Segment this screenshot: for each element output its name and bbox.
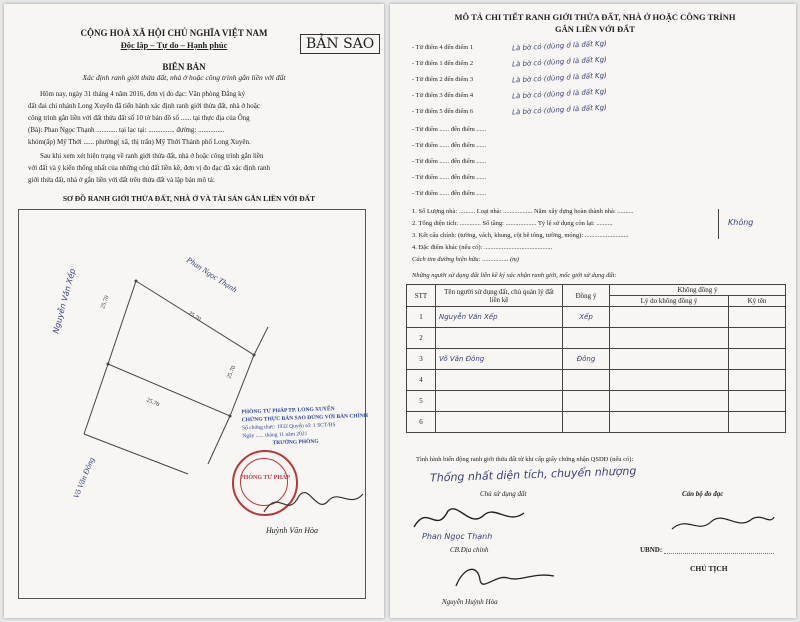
signer-name: Huỳnh Văn Hòa: [266, 526, 318, 535]
boundary-row-value: Là bờ cỏ (dùng ở là đất Kg): [511, 71, 608, 85]
house-line-1: 1. Số Lượng nhà: .......... Loại nhà: .................. Năm xây dựng hoàn thành nhà: ..........: [412, 208, 634, 215]
boundary-row-label: - Từ điểm 3 đến điểm 4: [412, 92, 474, 99]
house-line-3: 3. Kết cấu chính: (tường, vách, khung, cột bê tông, tường, móng): ...........................: [412, 232, 629, 239]
para1-line4: (Bà): Phan Ngọc Thạnh ............ tại lạc tại: ............... đường: ...............: [28, 126, 225, 134]
row-name: [436, 370, 563, 391]
agree-heading: Những người sử dụng đất liền kề ký xác nhận ranh giới, mốc giới sử dụng đất:: [412, 272, 617, 279]
chairman-label: CHỦ TỊCH: [690, 564, 728, 573]
table-row: [407, 328, 786, 349]
house-line-2: 2. Tổng diện tích: ............. Số tầng: ................... Tỷ lệ sử dụng còn lại: ..........: [412, 220, 613, 227]
row-name: [436, 412, 563, 433]
col-stt: STT: [407, 285, 436, 307]
right-page: [390, 4, 796, 618]
row-agree-signature: [563, 370, 610, 391]
table-row: [407, 412, 786, 433]
row-name: Nguyễn Văn Xếp: [436, 307, 563, 328]
house-bracket: [718, 209, 727, 239]
boundary-row-label: - Từ điểm ...... đến điểm ......: [412, 174, 487, 181]
motto: Độc lập – Tự do – Hạnh phúc: [120, 40, 228, 50]
boundary-row-label: - Từ điểm ...... đến điểm ......: [412, 126, 487, 133]
doc-title: BIÊN BẢN: [162, 62, 206, 72]
boundary-row-label: - Từ điểm 4 đến điểm 1: [412, 44, 474, 51]
detail-title-line2: GẮN LIỀN VỚI ĐẤT: [555, 24, 635, 34]
boundary-row-value: Là bờ cỏ (dùng ở là đất Kg): [511, 87, 608, 101]
boundary-row-label: - Từ điểm ...... đến điểm ......: [412, 142, 487, 149]
stamp-line-1: PHÒNG TƯ PHÁP TP. LONG XUYÊN: [241, 406, 335, 416]
sketch-dim-2: 25.70: [186, 310, 202, 323]
neighbor-name-dong: Võ Văn Đông: [71, 455, 97, 500]
para2-line3: giới thửa đất, nhà ở gắn liền với đất trên thửa đất và lập bản mô tả:: [28, 176, 215, 184]
col-sign: Ký tên: [729, 296, 786, 307]
sketch-dim-3: 25.70: [145, 397, 160, 409]
row-agree-signature: Đông: [563, 349, 610, 370]
owner-label: Chủ sử dụng đất: [480, 490, 527, 498]
boundary-row-label: - Từ điểm 2 đến điểm 3: [412, 76, 474, 83]
surveyor-signature: [668, 509, 778, 539]
house-line-4: 4. Đặc điểm khác (nếu có): ..........................................: [412, 244, 553, 251]
row-name: Võ Văn Đông: [436, 349, 563, 370]
stamp-line-5: TRƯỞNG PHÒNG: [272, 438, 319, 447]
owner-sign-name: Phan Ngọc Thạnh: [422, 532, 493, 541]
certification-stamp: [241, 404, 377, 449]
seal-text: PHÒNG TƯ PHÁP: [240, 475, 290, 481]
republic-header: CỘNG HOÀ XÃ HỘI CHỦ NGHĨA VIỆT NAM: [80, 28, 268, 38]
boundary-row-value: Là bờ cỏ (dùng ở là đất Kg): [511, 39, 608, 53]
row-agree-signature: Xếp: [563, 307, 610, 328]
row-agree-signature: [563, 412, 610, 433]
doc-subtitle: Xác định ranh giới thửa đất, nhà ở hoặc công trình gắn liền với đất: [82, 73, 286, 82]
table-row: [407, 370, 786, 391]
row-stt: 4: [407, 370, 436, 391]
para1-line2: đất đai chi nhánh Long Xuyên đã tiến hành xác định ranh giới thửa đất, nhà ở hoặc: [28, 102, 261, 110]
col-agree: Đồng ý: [563, 285, 610, 307]
cadastral-signature: [450, 556, 560, 596]
boundary-row-value: Là bờ cỏ (dùng ở là đất Kg): [511, 103, 608, 117]
para2-line1: Sau khi xem xét hiện trạng về ranh giới thửa đất, nhà ở hoặc công trình gắn liền: [40, 152, 264, 160]
bottom-sign-name: Nguyễn Huỳnh Hòa: [442, 598, 498, 606]
boundary-row-label: - Từ điểm 1 đến điểm 2: [412, 60, 474, 67]
sketch-title: SƠ ĐỒ RANH GIỚI THỬA ĐẤT, NHÀ Ở VÀ TÀI SẢN GẮN LIỀN VỚI ĐẤT: [62, 194, 316, 203]
para1-line1: Hôm nay, ngày 31 tháng 4 năm 2016, đơn vị đo đạc: Văn phòng Đăng ký: [40, 90, 246, 98]
parcel-outline: [108, 281, 254, 416]
neighbor-name-xep: Nguyễn Văn Xếp: [51, 267, 78, 335]
sketch-dim-4: 25.70: [226, 365, 238, 380]
surveyor-label: Cán bộ đo đạc: [682, 490, 724, 498]
table-header-row: [407, 285, 786, 296]
col-reason: Lý do không đồng ý: [610, 296, 729, 307]
row-stt: 6: [407, 412, 436, 433]
para1-line3: công trình gắn liền với đất thửa đất số 10 tờ bản đồ số ...... tại thực địa của Ông: [28, 114, 250, 122]
row-agree-signature: [563, 391, 610, 412]
stamp-line-2: CHỨNG THỰC BẢN SAO ĐÚNG VỚI BẢN CHÍNH: [241, 412, 369, 424]
row-name: [436, 391, 563, 412]
cadastral-label: CB.Địa chính: [450, 546, 489, 554]
owner-name-thanh: Phan Ngọc Thạnh: [184, 255, 239, 295]
signature-director: [259, 482, 369, 522]
boundary-row-value: Là bờ cỏ (dùng ở là đất Kg): [511, 55, 608, 69]
row-stt: 1: [407, 307, 436, 328]
para2-line2: với đất và ý kiến thống nhất của những chủ đất liền kề, đơn vị đo đạc đã xác định ranh: [28, 164, 270, 172]
neighbor-table: [406, 284, 786, 433]
detail-title-line1: MÔ TẢ CHI TIẾT RANH GIỚI THỬA ĐẤT, NHÀ Ở HOẶC CÔNG TRÌNH: [454, 12, 736, 22]
row-stt: 5: [407, 391, 436, 412]
col-name: Tên người sử dụng đất, chủ quản lý đất liền kề: [436, 285, 563, 307]
row-agree-signature: [563, 328, 610, 349]
house-line-5: Cách tim đường hiện hữu: ................ (m): [412, 256, 519, 263]
house-handwriting: Không: [728, 218, 754, 227]
situation-label: Tình hình biến động ranh giới thửa đất từ khi cấp giấy chứng nhận QSDĐ (nếu có):: [416, 456, 634, 463]
parcel-sketch: [18, 209, 364, 597]
row-name: [436, 328, 563, 349]
table-row: [407, 307, 786, 328]
boundary-row-label: - Từ điểm 5 đến điểm 6: [412, 108, 474, 115]
col-disagree: Không đồng ý: [610, 285, 786, 296]
table-row: [407, 349, 786, 370]
sketch-dim-1: 25.70: [100, 294, 111, 310]
stamp-line-3: Số chứng thực: 1932 Quyển số: 1 SCT/BS: [241, 422, 336, 432]
copy-stamp: BẢN SAO: [300, 34, 380, 54]
table-row: [407, 391, 786, 412]
boundary-row-label: - Từ điểm ...... đến điểm ......: [412, 190, 487, 197]
situation-handwriting: Thống nhất diện tích, chuyển nhượng: [429, 464, 637, 485]
stamp-line-4: Ngày ...... tháng 11 năm 2021: [242, 431, 308, 440]
ubnd-dots: [664, 553, 774, 554]
row-stt: 2: [407, 328, 436, 349]
left-page: [4, 4, 384, 618]
row-stt: 3: [407, 349, 436, 370]
para1-line5: khóm(ấp) Mỹ Thới ...... phường( xã, thị trấn) Mỹ Thới Thành phố Long Xuyên.: [28, 138, 251, 146]
boundary-row-label: - Từ điểm ...... đến điểm ......: [412, 158, 487, 165]
ubnd-label: UBND:: [640, 546, 663, 554]
